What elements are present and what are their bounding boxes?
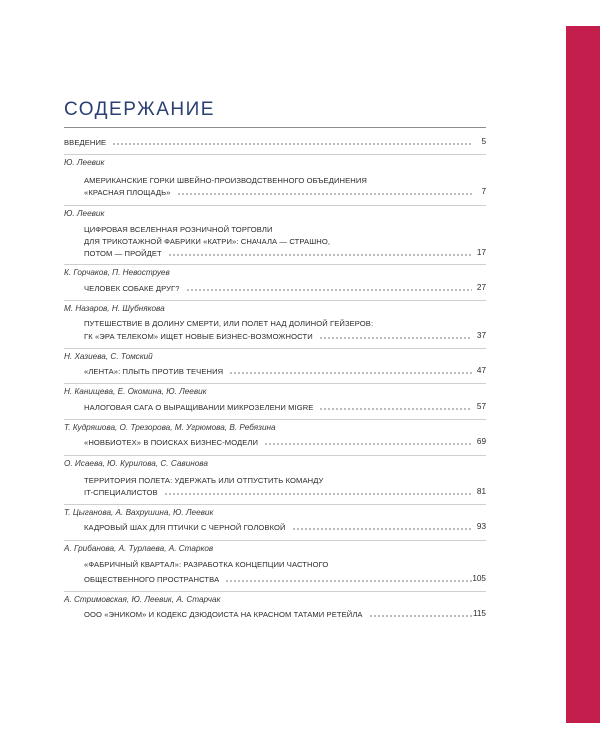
dot-leader — [186, 287, 472, 293]
toc-entry[interactable] — [64, 508, 486, 532]
entry-divider — [64, 539, 486, 541]
toc-entry[interactable] — [64, 158, 486, 197]
toc-entry[interactable] — [64, 595, 486, 619]
entry-page-number: 7 — [481, 187, 486, 196]
entry-title-line: ТЕРРИТОРИЯ ПОЛЕТА: УДЕРЖАТЬ ИЛИ ОТПУСТИТЬ КОМАНДУ — [84, 476, 324, 485]
entry-title-line: ЦИФРОВАЯ ВСЕЛЕННАЯ РОЗНИЧНОЙ ТОРГОВЛИ — [84, 225, 273, 234]
toc-entry[interactable] — [64, 304, 486, 341]
toc-entry[interactable] — [64, 423, 486, 447]
entry-title-line: ПОТОМ — ПРОЙДЕТ — [84, 249, 162, 258]
toc-entry[interactable] — [64, 544, 486, 584]
dot-leader — [229, 370, 472, 376]
dot-leader — [369, 613, 472, 619]
dot-leader — [168, 252, 472, 258]
entry-title-line: АМЕРИКАНСКИЕ ГОРКИ ШВЕЙНО-ПРОИЗВОДСТВЕННОГО ОБЪЕДИНЕНИЯ — [84, 176, 367, 185]
entry-title-line: ООО «ЭНИКОМ» И КОДЕКС ДЗЮДОИСТА НА КРАСНОМ ТАТАМИ РЕТЕЙЛА — [84, 610, 363, 619]
entry-page-number: 37 — [476, 331, 486, 340]
entry-title-line: ПУТЕШЕСТВИЕ В ДОЛИНУ СМЕРТИ, ИЛИ ПОЛЕТ НАД ДОЛИНОЙ ГЕЙЗЕРОВ: — [84, 319, 374, 328]
page-title: СОДЕРЖАНИЕ — [64, 99, 215, 120]
entry-page-number: 69 — [476, 437, 486, 446]
entry-page-number: 105 — [472, 574, 486, 583]
entry-authors: А. Грибанова, А. Турлаева, А. Старков — [64, 544, 214, 553]
entry-title-line: КАДРОВЫЙ ШАХ ДЛЯ ПТИЧКИ С ЧЕРНОЙ ГОЛОВКОЙ — [84, 523, 286, 532]
toc-entry[interactable] — [64, 137, 486, 147]
entry-authors: Ю. Леевик — [64, 209, 105, 218]
entry-divider — [64, 418, 486, 420]
dot-leader — [264, 441, 472, 447]
entry-page-number: 115 — [472, 609, 486, 618]
entry-divider — [64, 204, 486, 206]
entry-authors: Н. Канищева, Е. Окомина, Ю. Леевик — [64, 387, 207, 396]
entry-title-line: «НОВБИОТЕХ» В ПОИСКАХ БИЗНЕС-МОДЕЛИ — [84, 438, 259, 447]
entry-authors: Ю. Леевик — [64, 158, 105, 167]
entry-page-number: 17 — [476, 248, 486, 257]
entry-divider — [64, 263, 486, 265]
entry-authors: О. Исаева, Ю. Курилова, С. Савинова — [64, 459, 208, 468]
entry-page-number: 93 — [476, 522, 486, 531]
entry-title-line: «КРАСНАЯ ПЛОЩАДЬ» — [84, 188, 171, 197]
dot-leader — [225, 578, 472, 584]
dot-leader — [319, 335, 472, 341]
entry-title-line: ВВЕДЕНИЕ — [64, 138, 107, 147]
entry-title-line: «ФАБРИЧНЫЙ КВАРТАЛ»: РАЗРАБОТКА КОНЦЕПЦИИ ЧАСТНОГО — [84, 560, 329, 569]
entry-page-number: 81 — [476, 487, 486, 496]
entry-page-number: 47 — [476, 366, 486, 375]
entry-divider — [64, 153, 486, 155]
entry-title-line: ГК «ЭРА ТЕЛЕКОМ» ИЩЕТ НОВЫЕ БИЗНЕС-ВОЗМОЖНОСТИ — [84, 332, 313, 341]
dot-leader — [177, 191, 472, 197]
entry-authors: К. Горчаков, П. Невоструев — [64, 268, 170, 277]
dot-leader — [112, 141, 472, 147]
entry-page-number: 27 — [476, 283, 486, 292]
toc-entry[interactable] — [64, 352, 486, 376]
dot-leader — [292, 526, 472, 532]
toc-entry[interactable] — [64, 209, 486, 258]
entry-divider — [64, 299, 486, 301]
entry-divider — [64, 347, 486, 349]
entry-page-number: 57 — [476, 402, 486, 411]
entry-authors: Т. Кудряшова, О. Трезорова, М. Угрюмова, В. Ребязина — [64, 423, 276, 432]
entry-divider — [64, 454, 486, 456]
entry-title-line: НАЛОГОВАЯ САГА О ВЫРАЩИВАНИИ МИКРОЗЕЛЕНИ MIGRE — [84, 403, 314, 412]
dot-leader — [319, 406, 472, 412]
entry-title-line: ЧЕЛОВЕК СОБАКЕ ДРУГ? — [84, 284, 180, 293]
entry-divider — [64, 503, 486, 505]
entry-authors: Т. Цыганова, А. Вахрушина, Ю. Леевик — [64, 508, 214, 517]
entry-authors: М. Назаров, Н. Шубнякова — [64, 304, 165, 313]
entry-authors: А. Стримовская, Ю. Леевик, А. Старчак — [64, 595, 221, 604]
entry-title-line: IT-СПЕЦИАЛИСТОВ — [84, 488, 158, 497]
entry-divider — [64, 382, 486, 384]
toc-entry[interactable] — [64, 387, 486, 412]
entry-divider — [64, 590, 486, 592]
toc-entry[interactable] — [64, 459, 486, 497]
toc-entry[interactable] — [64, 268, 486, 293]
entry-title-line: ДЛЯ ТРИКОТАЖНОЙ ФАБРИКИ «КАТРИ»: СНАЧАЛА — СТРАШНО, — [84, 237, 331, 246]
dot-leader — [164, 491, 472, 497]
entry-title-line: ОБЩЕСТВЕННОГО ПРОСТРАНСТВА — [84, 575, 220, 584]
entry-title-line: «ЛЕНТА»: ПЛЫТЬ ПРОТИВ ТЕЧЕНИЯ — [84, 367, 224, 376]
entry-authors: Н. Хазиева, С. Томский — [64, 352, 153, 361]
entry-page-number: 5 — [481, 137, 486, 146]
